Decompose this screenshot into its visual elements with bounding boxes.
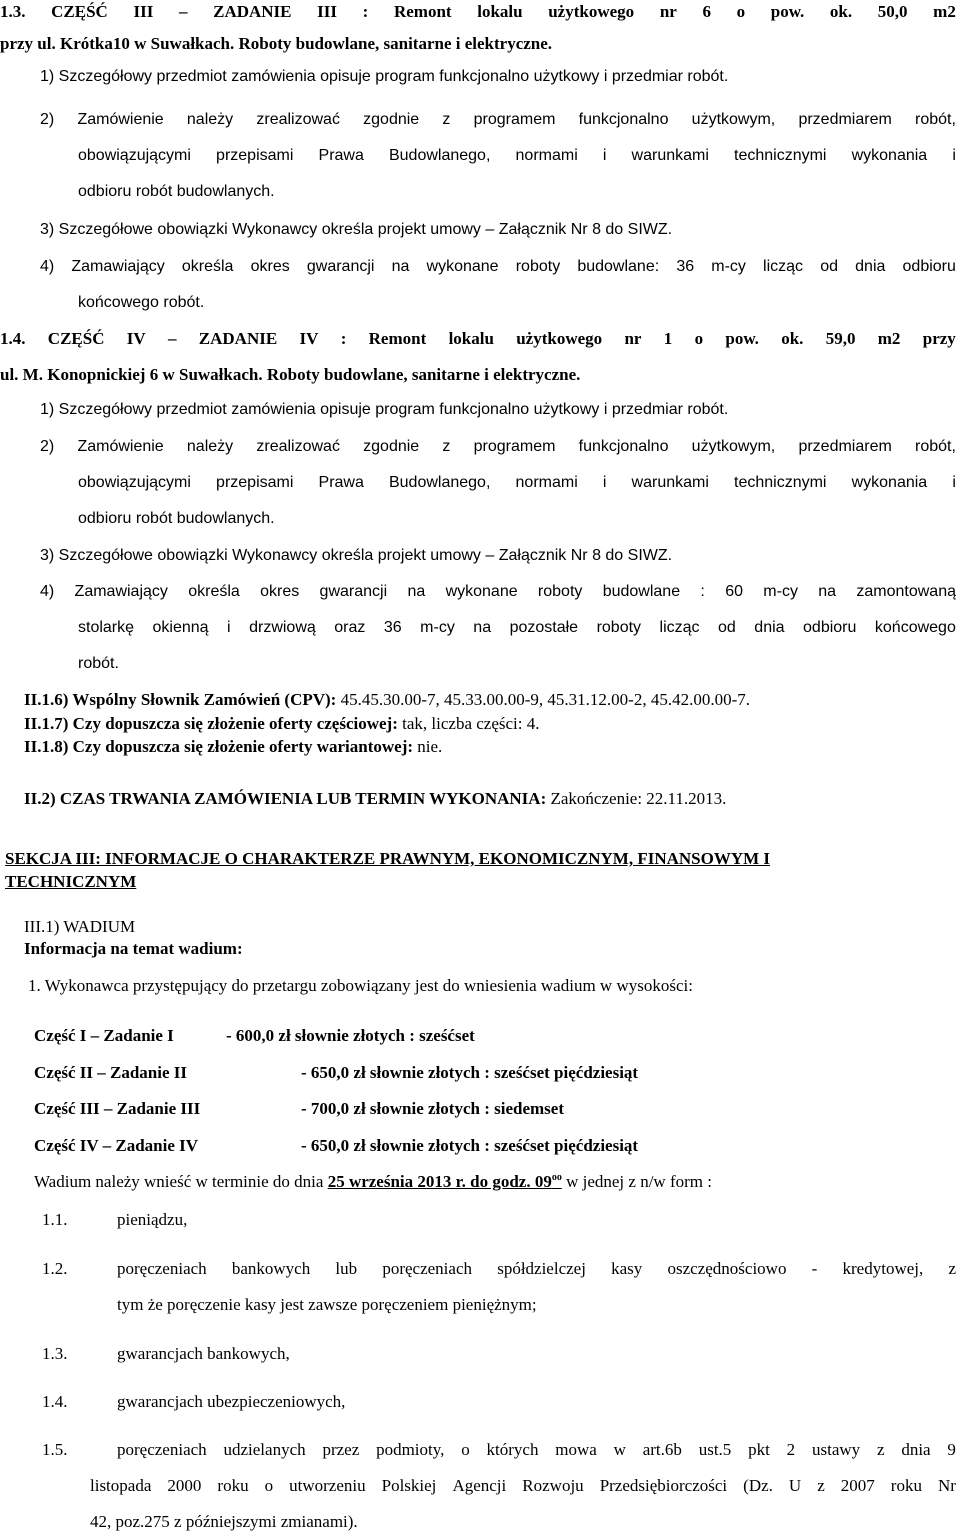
- word: –: [167, 329, 177, 348]
- section-1-4-heading-line1: [0, 329, 956, 349]
- word: gwarancji: [319, 583, 388, 600]
- word: przedmiarem: [798, 111, 892, 128]
- section-1-4-item4-line1: [40, 583, 956, 601]
- word: których: [486, 1440, 539, 1459]
- word: podmioty,: [376, 1440, 445, 1459]
- variant-offer-label: II.1.8) Czy dopuszcza się złożenie oferty wariantowej:: [24, 737, 414, 756]
- word: Remont: [368, 329, 427, 348]
- word: zrealizować: [256, 438, 340, 455]
- deadline-suffix: w jednej z n/w form :: [561, 1172, 712, 1191]
- word: CZĘŚĆ: [47, 329, 105, 348]
- section-1-4-heading-line2: ul. M. Konopnickiej 6 w Suwałkach. Roboty budowlane, sanitarne i elektryczne.: [0, 365, 581, 384]
- word: programem: [473, 438, 556, 455]
- word: Przedsiębiorczości: [599, 1476, 728, 1495]
- word: normami: [515, 474, 578, 491]
- word: warunkami: [631, 474, 709, 491]
- word: wykonania: [851, 474, 928, 491]
- word: końcowego: [874, 619, 956, 636]
- word: programem: [473, 111, 556, 128]
- word: poręczeniach: [117, 1440, 207, 1459]
- word: poręczeniach: [117, 1259, 207, 1278]
- word: Nr: [937, 1476, 956, 1495]
- word: –: [178, 2, 188, 21]
- section-1-3-heading-line1: [0, 2, 956, 22]
- word: Zamawiający: [71, 258, 165, 275]
- section-1-3-item2-line2: [78, 147, 956, 165]
- word: budowlane: [602, 583, 681, 600]
- form-number: 1.3.: [42, 1344, 68, 1363]
- word: użytkowego: [548, 2, 635, 21]
- word: robót,: [915, 111, 956, 128]
- word: oszczędnościowo: [667, 1259, 787, 1278]
- word: od: [820, 258, 838, 275]
- word: 59,0: [825, 329, 856, 348]
- word: lokalu: [477, 2, 523, 21]
- wadium-row-part-4: Część IV – Zadanie IV: [34, 1136, 199, 1155]
- word: wykonane: [445, 583, 518, 600]
- word: nr: [659, 2, 677, 21]
- word: Agencji: [452, 1476, 507, 1495]
- word: ok.: [829, 2, 853, 21]
- section-1-3-item2-line1: [40, 111, 956, 129]
- word: Prawa: [318, 474, 364, 491]
- word: bankowych: [231, 1259, 311, 1278]
- word: i: [952, 474, 956, 491]
- word: III: [317, 2, 338, 21]
- word: kasy: [611, 1259, 643, 1278]
- word: normami: [515, 147, 578, 164]
- variant-offer-line: [24, 737, 442, 757]
- word: o: [461, 1440, 470, 1459]
- word: 9: [947, 1440, 956, 1459]
- word: ZADANIE: [213, 2, 292, 21]
- form-1-4: [42, 1392, 345, 1412]
- word: 1.3.: [0, 2, 26, 21]
- section-1-4-item4-line3: robót.: [78, 655, 119, 672]
- form-1-2-number: 1.2.: [42, 1259, 68, 1278]
- word: art.6b: [642, 1440, 682, 1459]
- word: z: [876, 1440, 885, 1459]
- word: i: [602, 147, 607, 164]
- form-1-5-line3: 42, poz.275 z późniejszymi zmianami).: [90, 1512, 358, 1531]
- word: 4): [40, 258, 55, 275]
- word: z: [948, 1259, 956, 1278]
- word: ZADANIE: [198, 329, 278, 348]
- word: :: [362, 2, 369, 21]
- section-1-4-item2-line2: [78, 474, 956, 492]
- word: licząc: [763, 258, 804, 275]
- wadium-row-part-1: Część I – Zadanie I: [34, 1026, 174, 1045]
- form-number: 1.1.: [42, 1210, 68, 1229]
- word: dnia: [855, 258, 886, 275]
- word: użytkowym,: [691, 438, 776, 455]
- word: U: [788, 1476, 802, 1495]
- wadium-row-part-2: Część II – Zadanie II: [34, 1063, 188, 1082]
- word: 2000: [167, 1476, 202, 1495]
- cpv-line: [24, 690, 750, 710]
- section-1-4-item4-line2: [78, 619, 956, 637]
- form-1-5-line2: [90, 1476, 956, 1496]
- word: utworzeniu: [289, 1476, 366, 1495]
- word: m2: [877, 329, 901, 348]
- word: zamontowaną: [856, 583, 956, 600]
- word: od: [718, 619, 736, 636]
- word: technicznymi: [734, 474, 827, 491]
- word: 2: [786, 1440, 796, 1459]
- word: drzwiową: [249, 619, 316, 636]
- form-1-3: [42, 1344, 290, 1364]
- word: 60: [725, 583, 743, 600]
- wadium-row-amount-2: - 650,0 zł słownie złotych : sześćset pięćdziesiąt: [301, 1063, 639, 1082]
- word: Budowlanego,: [388, 147, 491, 164]
- word: kredytowej,: [842, 1259, 924, 1278]
- word: przy: [922, 329, 956, 348]
- section-1-4-item1: 1) Szczegółowy przedmiot zamówienia opisuje program funkcjonalno użytkowy i przedmiar robót.: [40, 401, 729, 418]
- word: dnia: [901, 1440, 931, 1459]
- form-1-1: [42, 1210, 187, 1230]
- word: wykonane: [426, 258, 499, 275]
- form-1-5-line1: [117, 1440, 956, 1460]
- word: ok.: [781, 329, 804, 348]
- word: 2007: [840, 1476, 875, 1495]
- word: IV: [126, 329, 146, 348]
- form-number: 1.4.: [42, 1392, 68, 1411]
- word: funkcjonalno: [578, 111, 669, 128]
- wadium-title: III.1) WADIUM: [24, 917, 136, 936]
- word: budowlane:: [577, 258, 660, 275]
- wadium-intro: 1. Wykonawca przystępujący do przetargu zobowiązany jest do wniesienia wadium w wysokości:: [28, 976, 693, 995]
- word: m-cy: [763, 583, 798, 600]
- word: zgodnie: [363, 111, 420, 128]
- word: m-cy: [420, 619, 455, 636]
- section-1-4-item2-line1: [40, 438, 956, 456]
- word: 2): [40, 438, 55, 455]
- word: Prawa: [318, 147, 364, 164]
- word: 6: [702, 2, 711, 21]
- word: mowa: [555, 1440, 597, 1459]
- wadium-row-part-3: Część III – Zadanie III: [34, 1099, 201, 1118]
- wadium-row-amount-1: - 600,0 zł słownie złotych : sześćset: [226, 1026, 475, 1045]
- word: odbioru: [803, 619, 857, 636]
- word: Remont: [393, 2, 452, 21]
- word: spółdzielczej: [497, 1259, 586, 1278]
- word: roku: [217, 1476, 249, 1495]
- word: 1: [663, 329, 673, 348]
- word: pow.: [725, 329, 759, 348]
- word: w: [613, 1440, 626, 1459]
- deadline-date: [328, 1172, 562, 1191]
- word: użytkowego: [516, 329, 603, 348]
- word: określa: [188, 583, 240, 600]
- word: wykonania: [851, 147, 928, 164]
- word: nr: [624, 329, 642, 348]
- word: o: [736, 2, 746, 21]
- word: stolarkę: [78, 619, 135, 636]
- section-3-heading-line2: TECHNICZNYM: [5, 872, 137, 891]
- cpv-label: II.1.6) Wspólny Słownik Zamówień (CPV):: [24, 690, 337, 709]
- word: użytkowym,: [691, 111, 776, 128]
- word: z: [442, 438, 451, 455]
- section-3-heading-line1: SEKCJA III: INFORMACJE O CHARAKTERZE PRAWNYM, EKONOMICZNYM, FINANSOWYM I: [5, 849, 771, 868]
- word: :: [700, 583, 705, 600]
- word: technicznymi: [734, 147, 827, 164]
- word: okres: [250, 258, 290, 275]
- word: pow.: [770, 2, 805, 21]
- word: Budowlanego,: [388, 474, 491, 491]
- word: (Dz.: [743, 1476, 773, 1495]
- partial-offer-line: [24, 714, 540, 734]
- word: Rozwoju: [522, 1476, 584, 1495]
- form-1-5-number: 1.5.: [42, 1440, 68, 1459]
- form-1-2-line2: tym że poręczenie kasy jest zawsze poręczeniem pieniężnym;: [117, 1295, 537, 1314]
- form-text: gwarancjach bankowych,: [117, 1344, 290, 1363]
- word: o: [264, 1476, 274, 1495]
- form-1-2-line1: [117, 1259, 956, 1279]
- word: zgodnie: [363, 438, 420, 455]
- word: lokalu: [448, 329, 494, 348]
- word: przedmiarem: [798, 438, 892, 455]
- word: oraz: [334, 619, 366, 636]
- word: okienną: [152, 619, 209, 636]
- deadline-date-text: 25 września 2013 r. do godz. 09: [327, 1172, 552, 1191]
- word: przepisami: [216, 147, 294, 164]
- section-1-4-item3: 3) Szczegółowe obowiązki Wykonawcy określa projekt umowy – Załącznik Nr 8 do SIWZ.: [40, 547, 673, 564]
- section-1-4-item2-line3: odbioru robót budowlanych.: [78, 510, 275, 527]
- deadline-prefix: Wadium należy wnieść w terminie do dnia: [34, 1172, 328, 1191]
- duration-line: [24, 789, 726, 809]
- word: przez: [322, 1440, 360, 1459]
- section-1-3-item1: 1) Szczegółowy przedmiot zamówienia opisuje program funkcjonalno użytkowy i przedmiar robót.: [40, 68, 729, 85]
- wadium-deadline: [34, 1172, 712, 1192]
- word: listopada: [90, 1476, 152, 1495]
- wadium-row-amount-3: - 700,0 zł słownie złotych : siedemset: [301, 1099, 564, 1118]
- word: zrealizować: [256, 111, 340, 128]
- word: i: [602, 474, 607, 491]
- word: licząc: [659, 619, 700, 636]
- word: na: [407, 583, 426, 600]
- word: poręczeniach: [382, 1259, 473, 1278]
- word: roboty: [515, 258, 561, 275]
- word: przepisami: [216, 474, 294, 491]
- word: Zamówienie: [77, 438, 164, 455]
- form-text: gwarancjach ubezpieczeniowych,: [117, 1392, 346, 1411]
- partial-offer-label: II.1.7) Czy dopuszcza się złożenie oferty częściowej:: [24, 714, 398, 733]
- word: należy: [186, 111, 234, 128]
- word: okres: [260, 583, 300, 600]
- word: o: [694, 329, 704, 348]
- word: na: [818, 583, 837, 600]
- word: CZĘŚĆ: [51, 2, 108, 21]
- word: na: [391, 258, 410, 275]
- section-1-3-item4-line2: końcowego robót.: [78, 294, 205, 311]
- wadium-subtitle: Informacja na temat wadium:: [24, 939, 243, 958]
- duration-value: Zakończenie: 22.11.2013.: [546, 789, 727, 808]
- word: pkt: [748, 1440, 770, 1459]
- word: warunkami: [631, 147, 709, 164]
- word: robót,: [915, 438, 956, 455]
- word: i: [227, 619, 231, 636]
- variant-offer-value: nie.: [413, 737, 443, 756]
- word: 1.4.: [0, 329, 26, 348]
- word: z: [817, 1476, 825, 1495]
- section-1-3-heading-line2: przy ul. Krótka10 w Suwałkach. Roboty budowlane, sanitarne i elektryczne.: [0, 34, 553, 53]
- word: -: [811, 1259, 818, 1278]
- word: roboty: [537, 583, 583, 600]
- word: IV: [299, 329, 319, 348]
- form-text: pieniądzu,: [117, 1210, 188, 1229]
- word: 2): [40, 111, 55, 128]
- word: m2: [933, 2, 956, 21]
- word: roboty: [596, 619, 642, 636]
- word: odbioru: [902, 258, 956, 275]
- duration-label: II.2) CZAS TRWANIA ZAMÓWIENIA LUB TERMIN WYKONANIA:: [24, 789, 547, 808]
- word: należy: [186, 438, 234, 455]
- word: Zamawiający: [74, 583, 168, 600]
- word: 4): [40, 583, 55, 600]
- word: pozostałe: [509, 619, 579, 636]
- word: gwarancji: [306, 258, 375, 275]
- word: funkcjonalno: [578, 438, 669, 455]
- cpv-value: 45.45.30.00-7, 45.33.00.00-9, 45.31.12.00-2, 45.42.00.00-7.: [336, 690, 750, 709]
- word: obowiązującymi: [78, 147, 191, 164]
- word: określa: [181, 258, 234, 275]
- word: lub: [335, 1259, 358, 1278]
- word: dnia: [754, 619, 785, 636]
- word: m-cy: [711, 258, 746, 275]
- wadium-row-amount-4: - 650,0 zł słownie złotych : sześćset pięćdziesiąt: [301, 1136, 639, 1155]
- word: na: [473, 619, 492, 636]
- section-1-3-item3: 3) Szczegółowe obowiązki Wykonawcy określa projekt umowy – Załącznik Nr 8 do SIWZ.: [40, 221, 673, 238]
- deadline-superscript: oo: [551, 1172, 562, 1183]
- partial-offer-value: tak, liczba części: 4.: [397, 714, 540, 733]
- word: III: [133, 2, 154, 21]
- word: obowiązującymi: [78, 474, 191, 491]
- section-1-3-item4-line1: [40, 258, 956, 276]
- word: Polskiej: [381, 1476, 437, 1495]
- word: udzielanych: [223, 1440, 306, 1459]
- word: 50,0: [877, 2, 908, 21]
- word: roku: [890, 1476, 922, 1495]
- word: :: [340, 329, 347, 348]
- section-1-3-item2-line3: odbioru robót budowlanych.: [78, 183, 275, 200]
- word: 36: [383, 619, 402, 636]
- word: ust.5: [698, 1440, 732, 1459]
- word: z: [442, 111, 451, 128]
- word: i: [952, 147, 956, 164]
- word: 36: [676, 258, 695, 275]
- word: Zamówienie: [77, 111, 164, 128]
- word: ustawy: [811, 1440, 861, 1459]
